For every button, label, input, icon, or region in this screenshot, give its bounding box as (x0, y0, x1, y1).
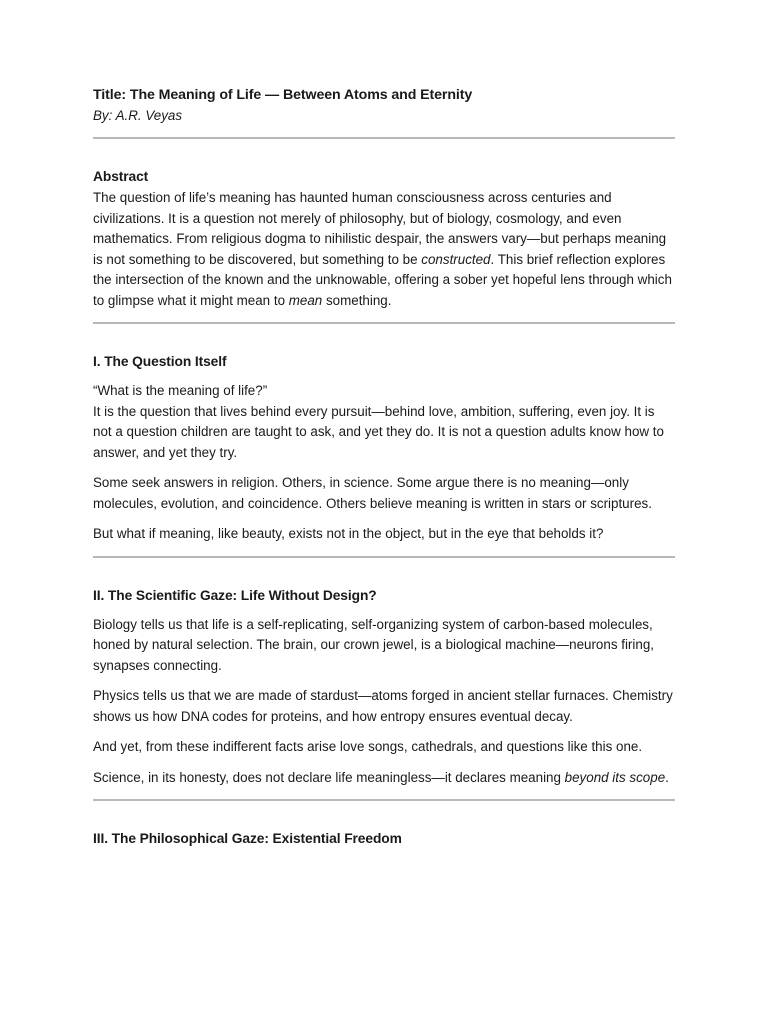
abstract-paragraph (93, 188, 675, 311)
section2-paragraph-1: Biology tells us that life is a self-replicating, self-organizing system of carbon-based molecules, honed by natural selection. The brain, our crown jewel, is a biological machine—neurons firing, synapses connecting. (93, 616, 654, 673)
section1-paragraph-3: But what if meaning, like beauty, exists not in the object, but in the eye that beholds it? (93, 526, 604, 541)
divider-rule (93, 137, 675, 139)
section-heading-3: III. The Philosophical Gaze: Existential Freedom (93, 831, 402, 846)
abstract-emphasis-constructed: constructed (421, 251, 491, 267)
abstract-heading: Abstract (93, 169, 149, 184)
abstract-text: The question of life’s meaning has haunted human consciousness across centuries and civilizations. It is a question not merely of philosophy, but of biology, cosmology, and even mathematics. From religious dogma to nihilistic despair, the answers vary—but perhaps meaning is not something to be discovered, but something to be (93, 190, 667, 267)
section2-paragraph-4 (93, 768, 675, 789)
section1-paragraph-2: Some seek answers in religion. Others, in science. Some argue there is no meaning—only molecules, evolution, and coincidence. Others believe meaning is written in stars or scriptures. (93, 475, 652, 511)
divider-rule (93, 799, 675, 801)
document-page (93, 84, 675, 858)
section2-text: . (665, 769, 669, 785)
document-byline: By: A.R. Veyas (93, 108, 183, 123)
section2-paragraph-2: Physics tells us that we are made of stardust—atoms forged in ancient stellar furnaces. Chemistry shows us how DNA codes for proteins, and how entropy ensures eventual decay. (93, 688, 673, 724)
document-title: Title: The Meaning of Life — Between Atoms and Eternity (93, 87, 473, 103)
abstract-emphasis-mean: mean (288, 292, 323, 308)
divider-rule (93, 556, 675, 558)
section2-emphasis: beyond its scope (564, 769, 666, 785)
section2-paragraph-3: And yet, from these indifferent facts arise love songs, cathedrals, and questions like this one. (93, 739, 643, 754)
section2-text: Science, in its honesty, does not declare life meaningless—it declares meaning (93, 769, 565, 785)
section-heading-2: II. The Scientific Gaze: Life Without Design? (93, 587, 377, 603)
abstract-text: something. (322, 292, 392, 308)
section1-paragraph-1: It is the question that lives behind every pursuit—behind love, ambition, suffering, even joy. It is not a question children are taught to ask, and yet they do. It is not a question adults know how to answer, and yet they try. (93, 403, 664, 460)
divider-rule (93, 322, 675, 324)
abstract-text: . This brief reflection explores the intersection of the known and the unknowable, offering a sober yet hopeful lens through which to glimpse what it might mean to (93, 251, 672, 308)
section-heading-1: I. The Question Itself (93, 354, 227, 369)
section1-quote: “What is the meaning of life?” (93, 383, 268, 398)
